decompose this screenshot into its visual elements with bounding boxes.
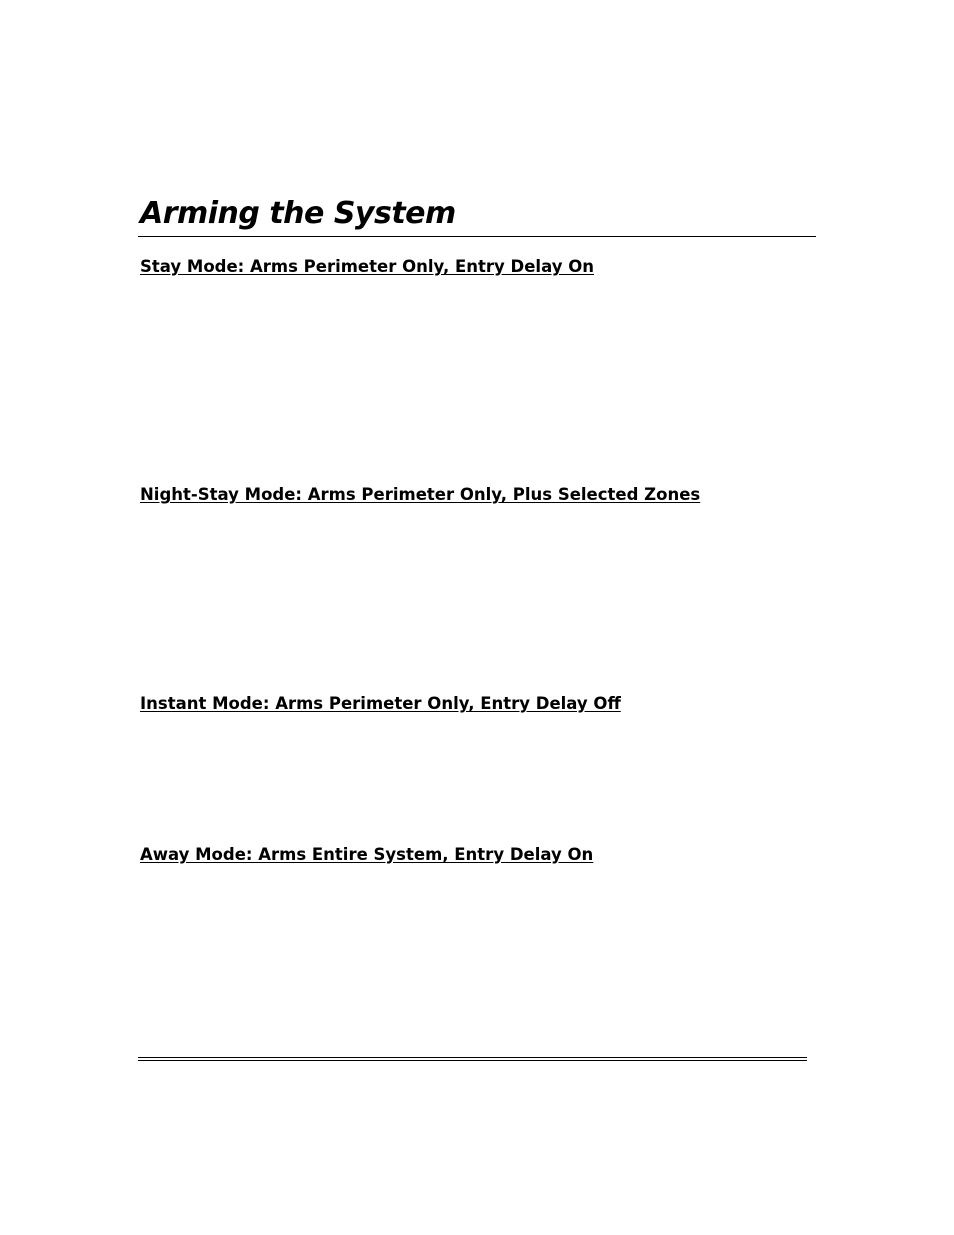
section-heading-away-mode: Away Mode: Arms Entire System, Entry Delay On	[140, 845, 594, 864]
title-divider	[138, 236, 816, 237]
section-heading-stay-mode: Stay Mode: Arms Perimeter Only, Entry Delay On	[140, 257, 594, 276]
section-heading-night-stay-mode: Night-Stay Mode: Arms Perimeter Only, Plus Selected Zones	[140, 485, 701, 504]
footer-divider	[138, 1057, 807, 1061]
section-heading-instant-mode: Instant Mode: Arms Perimeter Only, Entry Delay Off	[140, 694, 621, 713]
page-title: Arming the System	[140, 196, 456, 231]
